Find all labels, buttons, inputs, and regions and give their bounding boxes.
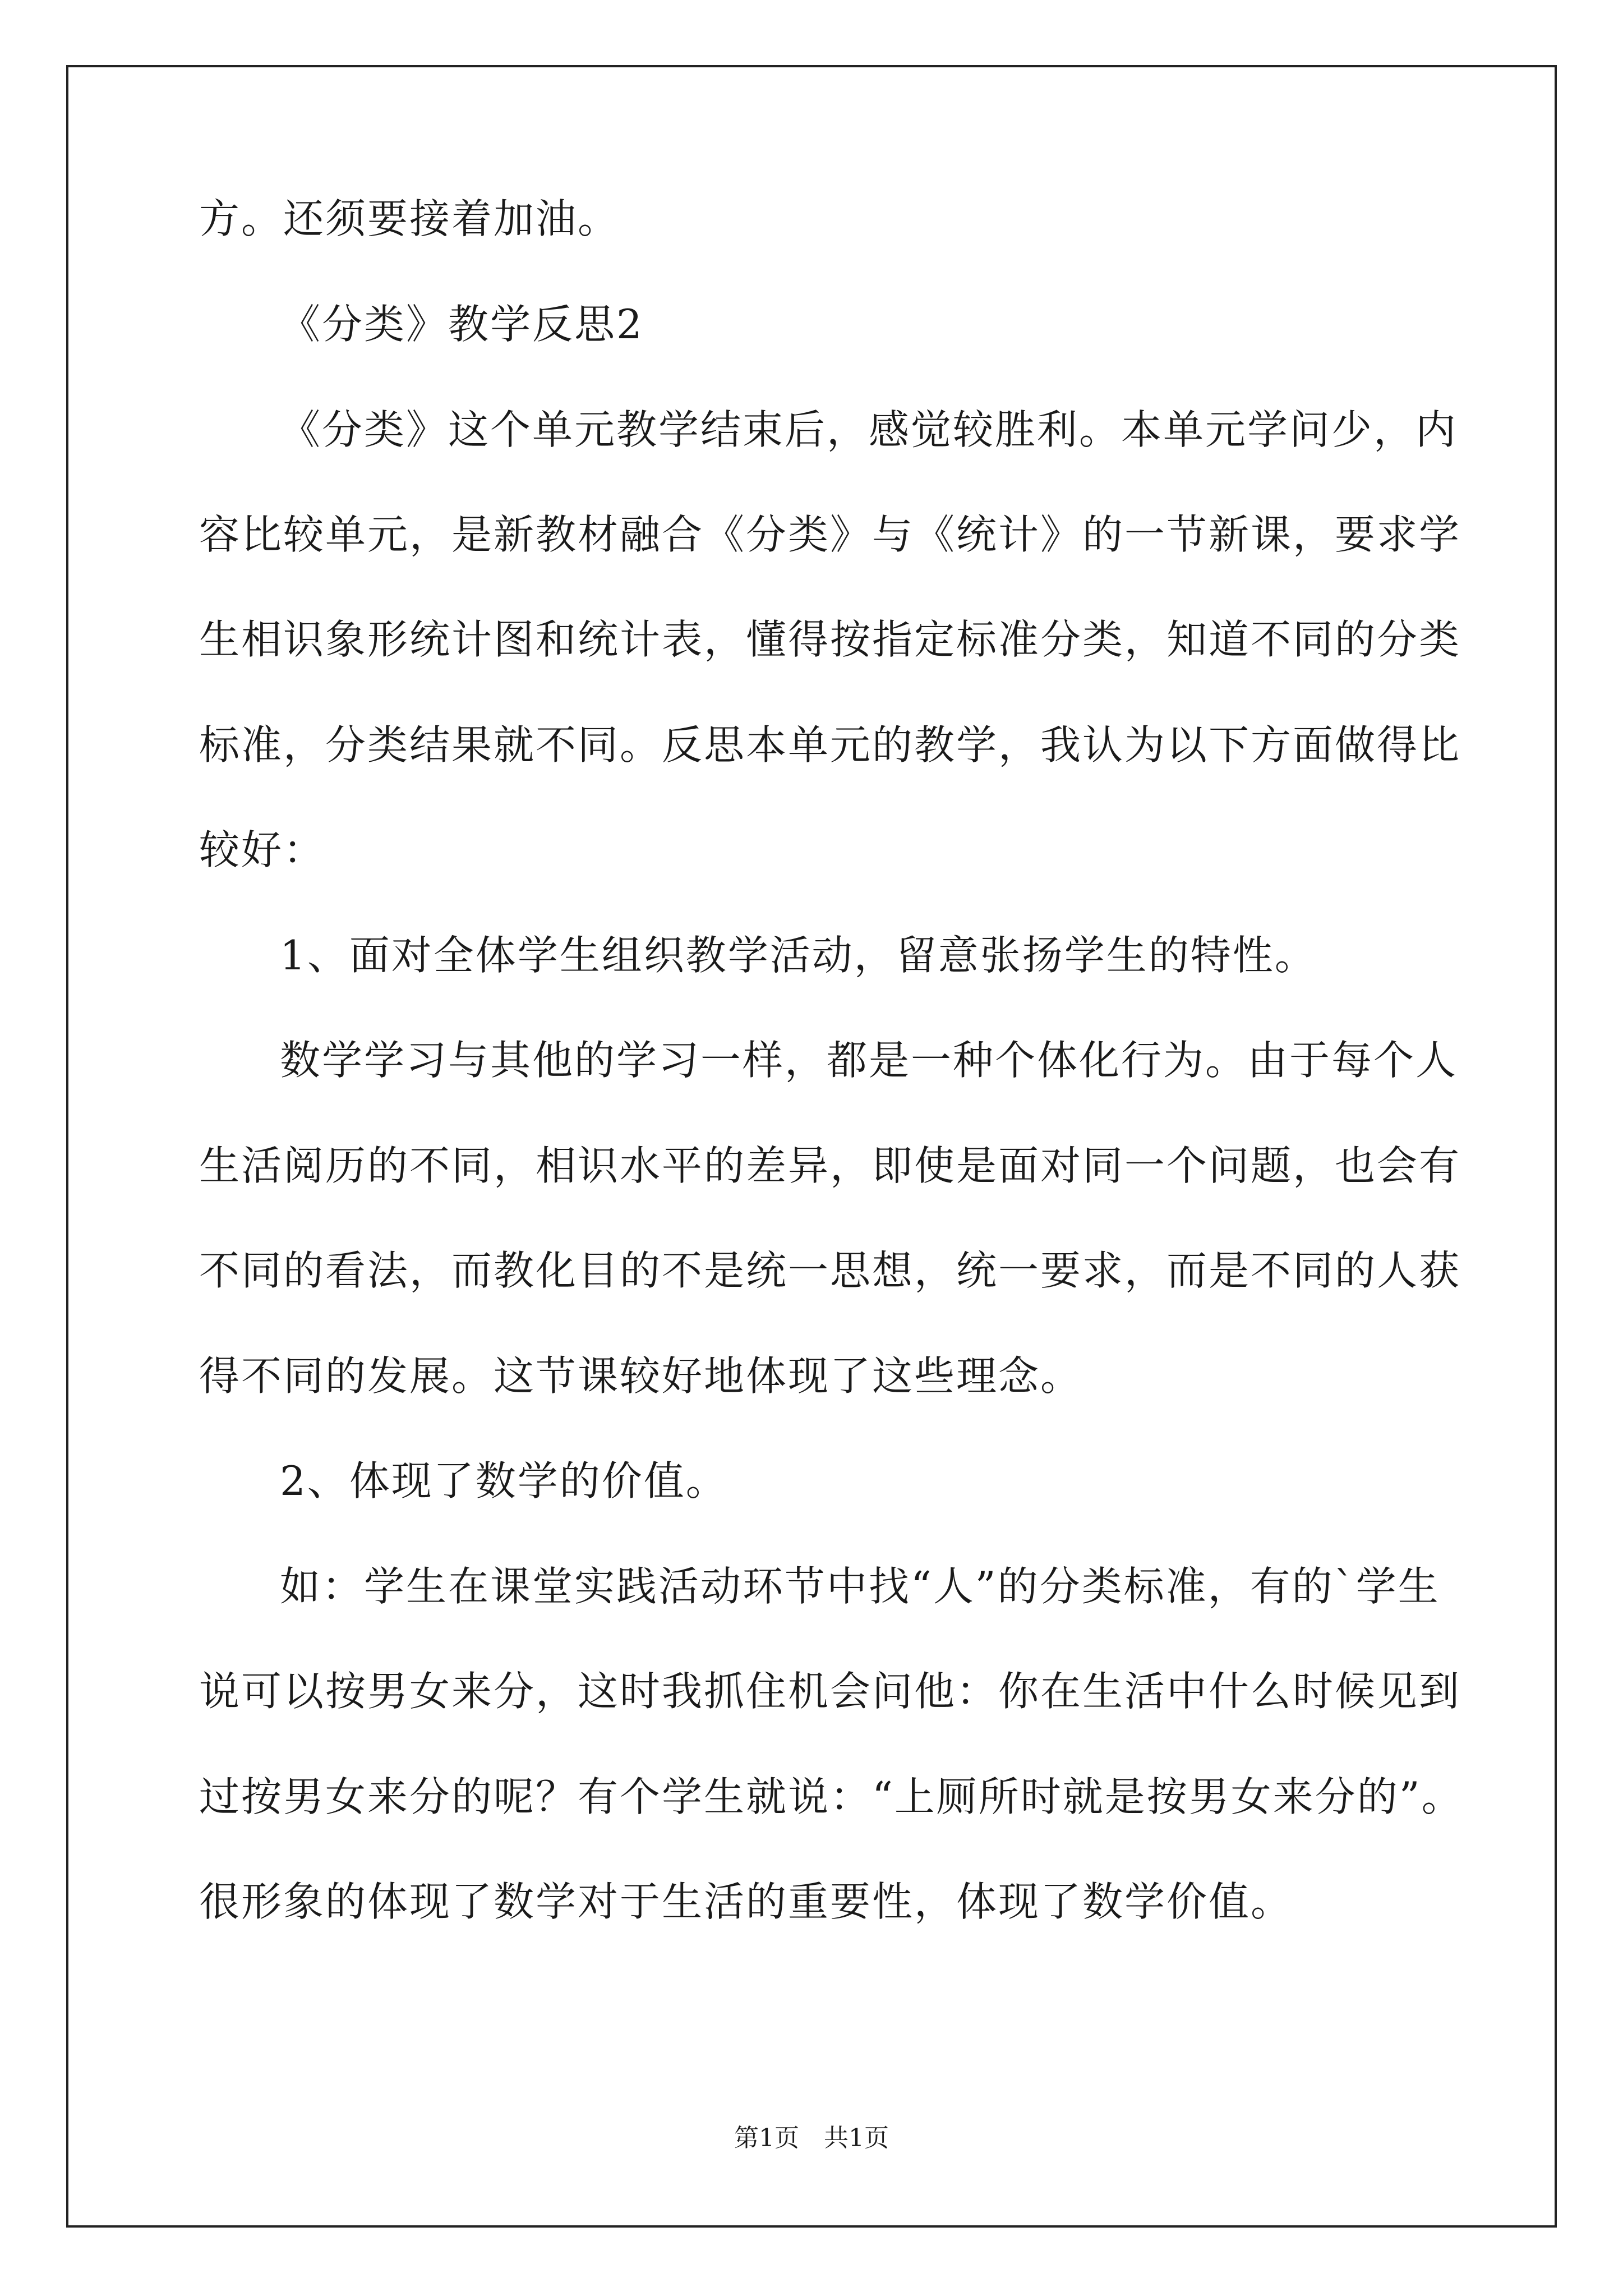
text-line: 2、体现了数学的价值。 [280, 1457, 728, 1504]
text-line: 容比较单元，是新教材融合《分类》与《统计》的一节新课，要求学 [199, 511, 1461, 558]
text-line: 标准，分类结果就不同。反思本单元的教学，我认为以下方面做得比 [199, 721, 1461, 769]
text-line: 1、面对全体学生组织教学活动，留意张扬学生的特性。 [280, 932, 1317, 979]
text-line: 生相识象形统计图和统计表，懂得按指定标准分类，知道不同的分类 [199, 616, 1461, 663]
text-line: 较好： [199, 826, 326, 873]
text-line: 很形象的体现了数学对于生活的重要性，体现了数学价值。 [199, 1878, 1293, 1925]
page-footer: 第1页 共1页 [734, 2124, 889, 2152]
text-line: 如：学生在课堂实践活动环节中找“人”的分类标准，有的`学生 [280, 1563, 1440, 1610]
section-heading: 《分类》教学反思2 [280, 301, 644, 348]
text-line: 《分类》这个单元教学结束后，感觉较胜利。本单元学问少，内 [280, 406, 1458, 453]
text-line: 过按男女来分的呢？有个学生就说：“上厕所时就是按男女来分的”。 [199, 1773, 1464, 1820]
text-line: 生活阅历的不同，相识水平的差异，即使是面对同一个问题，也会有 [199, 1142, 1461, 1189]
text-line: 数学学习与其他的学习一样，都是一种个体化行为。由于每个人 [280, 1037, 1458, 1084]
text-line: 说可以按男女来分，这时我抓住机会问他：你在生活中什么时候见到 [199, 1668, 1461, 1715]
text-line: 不同的看法，而教化目的不是统一思想，统一要求，而是不同的人获 [199, 1247, 1461, 1294]
text-line: 方。还须要接着加油。 [199, 195, 620, 242]
text-line: 得不同的发展。这节课较好地体现了这些理念。 [199, 1352, 1083, 1400]
